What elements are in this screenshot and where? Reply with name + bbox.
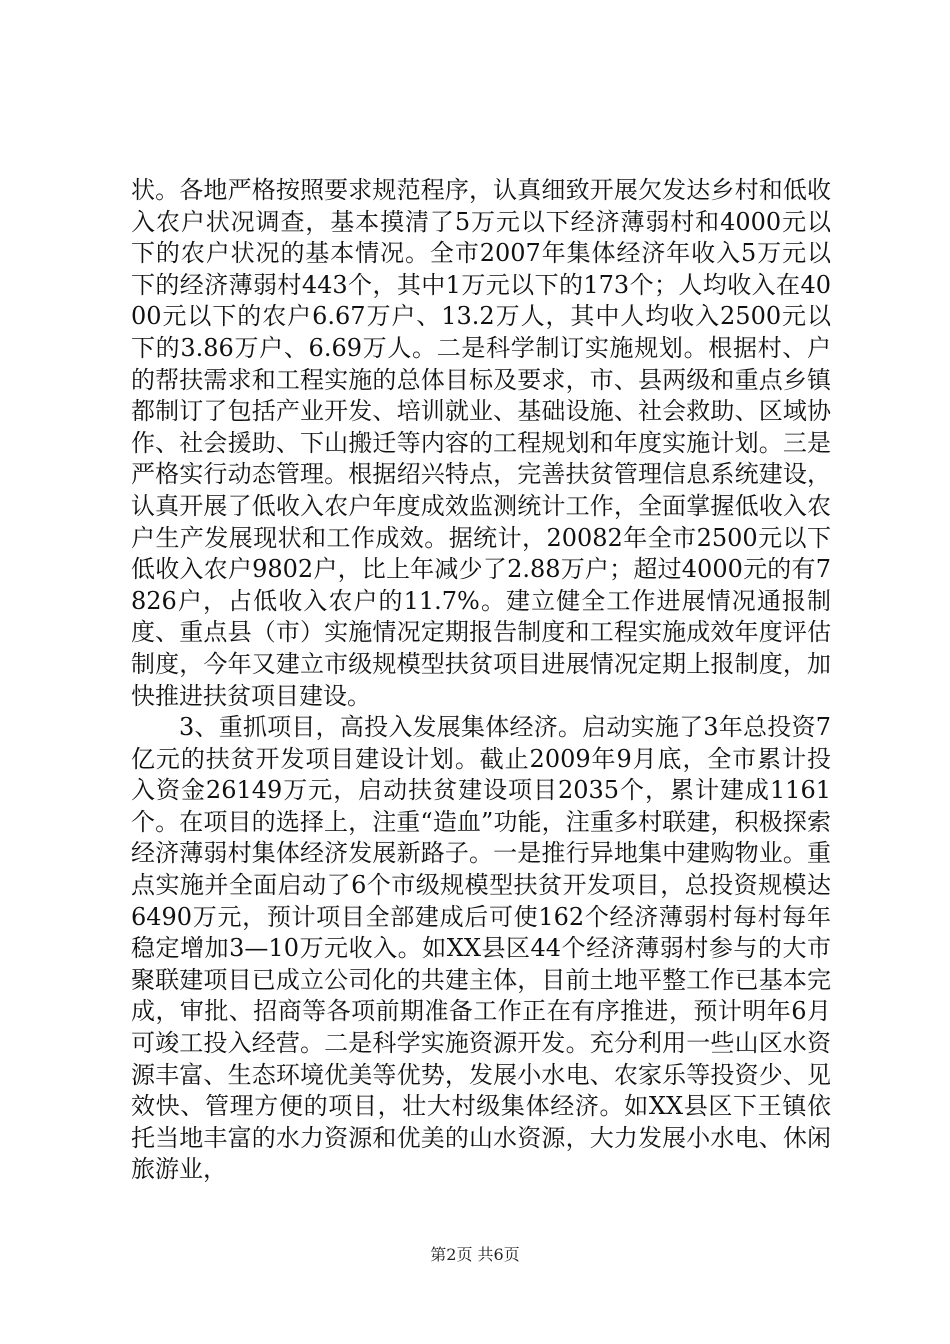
- document-body: [131, 175, 831, 1186]
- paragraph-1: 状。各地严格按照要求规范程序，认真细致开展欠发达乡村和低收入农户状况调查，基本摸清了5万元以下经济薄弱村和4000元以下的农户状况的基本情况。全市2007年集体经济年收入5万元以下的经济薄弱村443个，其中1万元以下的173个；人均收入在4000元以下的农户6.67万户、13.2万人，其中人均收入2500元以下的3.86万户、6.69万人。二是科学制订实施规划。根据村、户的帮扶需求和工程实施的总体目标及要求，市、县两级和重点乡镇都制订了包括产业开发、培训就业、基础设施、社会救助、区域协作、社会援助、下山搬迁等内容的工程规划和年度实施计划。三是严格实行动态管理。根据绍兴特点，完善扶贫管理信息系统建设，认真开展了低收入农户年度成效监测统计工作，全面掌握低收入农户生产发展现状和工作成效。据统计，20082年全市2500元以下低收入农户9802户，比上年减少了2.88万户；超过4000元的有7826户，占低收入农户的11.7%。建立健全工作进展情况通报制度、重点县（市）实施情况定期报告制度和工程实施成效年度评估制度，今年又建立市级规模型扶贫项目进展情况定期上报制度，加快推进扶贫项目建设。: [131, 176, 831, 710]
- paragraph-2: 3、重抓项目，高投入发展集体经济。启动实施了3年总投资7亿元的扶贫开发项目建设计划。截止2009年9月底，全市累计投入资金26149万元，启动扶贫建设项目2035个，累计建成1161个。在项目的选择上，注重“造血”功能，注重多村联建，积极探索经济薄弱村集体经济发展新路子。一是推行异地集中建购物业。重点实施并全面启动了6个市级规模型扶贫开发项目，总投资规模达6490万元，预计项目全部建成后可使162个经济薄弱村每村每年稳定增加3—10万元收入。如XX县区44个经济薄弱村参与的大市聚联建项目已成立公司化的共建主体，目前土地平整工作已基本完成，审批、招商等各项前期准备工作正在有序推进，预计明年6月可竣工投入经营。二是科学实施资源开发。充分利用一些山区水资源丰富、生态环境优美等优势，发展小水电、农家乐等投资少、见效快、管理方便的项目，壮大村级集体经济。如XX县区下王镇依托当地丰富的水力资源和优美的山水资源，大力发展小水电、休闲旅游业，: [131, 713, 831, 1184]
- page-number: 第2页 共6页: [430, 1245, 520, 1264]
